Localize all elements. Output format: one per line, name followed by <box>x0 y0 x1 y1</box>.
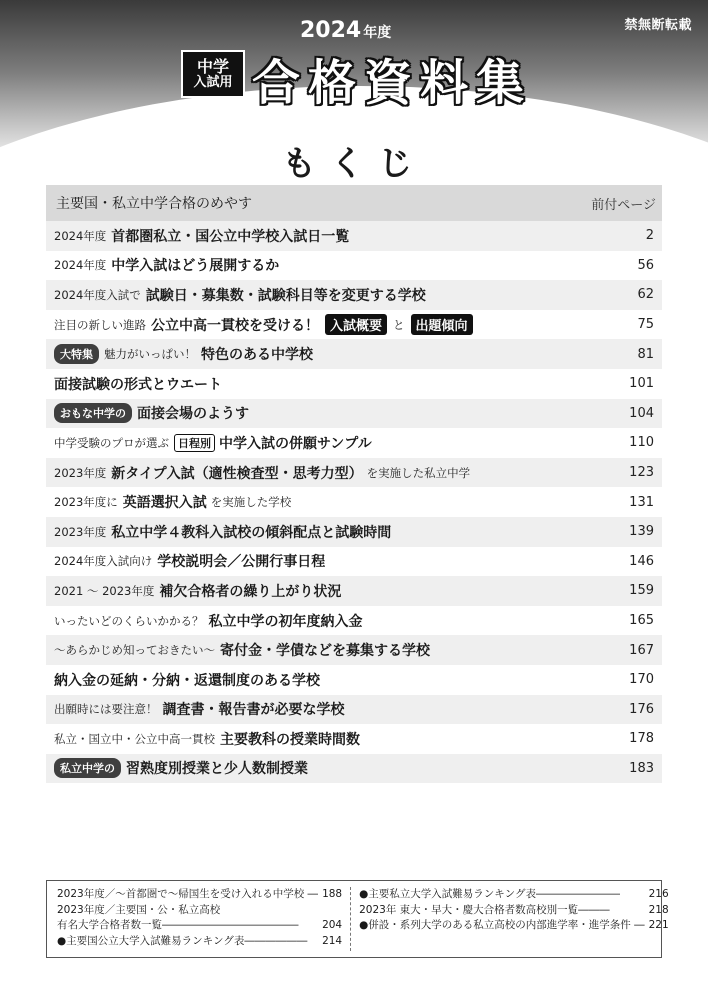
toc-row[interactable] <box>46 665 662 695</box>
toc-row-prefix: 2024年度 <box>54 228 107 243</box>
appendix-left-column <box>57 887 351 951</box>
toc-row-main: 寄付金・学債などを募集する学校 <box>220 643 430 660</box>
appendix-item-page: 216 <box>648 888 669 900</box>
appendix-item-title: 2023年度／～首都圏で～帰国生を受け入れる中学校 ― <box>57 888 319 900</box>
toc-row[interactable] <box>46 606 662 636</box>
toc-row-main: 公立中高一貫校を受ける！ <box>151 317 319 334</box>
toc-row-prefix: 魅力がいっぱい！ <box>104 347 196 362</box>
toc-row-main: 補欠合格者の繰り上がり状況 <box>159 583 342 600</box>
toc-row-suffix: を実施した学校 <box>210 495 292 510</box>
appendix-item[interactable] <box>359 918 669 934</box>
toc-row-title <box>54 699 345 719</box>
toc-row-main: 習熟度別授業と少人数制授業 <box>126 761 308 778</box>
toc-row-prefix: 2024年度入試向け <box>54 554 153 569</box>
toc-row-main: 主要教科の授業時間数 <box>220 731 360 748</box>
toc-row-page: 81 <box>637 346 654 362</box>
toc-row-title <box>54 670 320 690</box>
toc-row-prefix: 出願時には要注意！ <box>54 702 158 717</box>
toc-row-title <box>54 344 313 364</box>
toc-row-main: 私立中学４教科入試校の傾斜配点と試験時間 <box>111 524 392 541</box>
toc-header <box>46 185 662 221</box>
appendix-item-title: ●主要私立大学入試難易ランキング表―――――――― <box>359 888 620 900</box>
copyright-notice: 禁無断転載 <box>624 18 692 33</box>
contents-heading: もくじ <box>282 144 426 184</box>
toc-row-main: 納入金の延納・分納・返還制度のある学校 <box>54 672 320 689</box>
toc-row[interactable] <box>46 754 662 784</box>
appendix-item-title: ●主要国公立大学入試難易ランキング表―――――― <box>57 934 308 947</box>
toc-row-main: 面接試験の形式とウエート <box>54 376 222 393</box>
toc-row-main: 学校説明会／公開行事日程 <box>157 554 326 571</box>
toc-row-page: 176 <box>629 701 654 717</box>
toc-row-prefix: ～あらかじめ知っておきたい～ <box>54 643 215 658</box>
toc-row-main: 特色のある中学校 <box>201 347 313 364</box>
toc-row-title <box>54 255 279 275</box>
toc-row-page: 110 <box>629 435 654 451</box>
toc-row-prefix: 2023年度 <box>54 524 107 539</box>
toc-row[interactable] <box>46 339 662 369</box>
toc-row-title <box>54 463 470 483</box>
toc-row-title <box>54 551 325 571</box>
toc-row-page: 56 <box>637 257 654 273</box>
toc-row-prefix: 2023年度 <box>54 465 107 480</box>
toc-row-box: 入試概要 <box>325 314 387 335</box>
appendix-item[interactable] <box>57 934 342 950</box>
toc-row[interactable] <box>46 280 662 310</box>
toc-row[interactable] <box>46 635 662 665</box>
appendix-item-page: 188 <box>322 888 343 900</box>
toc-row-title <box>54 729 360 749</box>
toc-row-title <box>54 314 473 335</box>
toc-row-main: 面接会場のようす <box>137 406 249 423</box>
toc-row[interactable] <box>46 251 662 281</box>
toc-row-main: 新タイプ入試（適性検査型・思考力型） <box>111 465 363 482</box>
appendix-right-column <box>351 887 669 951</box>
year-suffix: 年度 <box>363 25 392 41</box>
table-of-contents <box>46 185 662 783</box>
toc-row[interactable] <box>46 310 662 340</box>
toc-row-page: 178 <box>629 731 654 747</box>
toc-row-page: 183 <box>629 760 654 776</box>
appendix-box <box>46 880 669 958</box>
toc-row-page: 146 <box>629 553 654 569</box>
toc-row-title <box>54 403 249 423</box>
toc-row-prefix: 注目の新しい進路 <box>54 317 146 332</box>
toc-row-prefix: 2023年度に <box>54 495 118 510</box>
appendix-item-title: 2023年 東大・早大・慶大合格者数高校別一覧――― <box>359 903 610 916</box>
toc-header-page-label: 前付ページ <box>591 197 656 213</box>
appendix-item-title: 2023年度／主要国・公・私立高校 <box>57 903 221 916</box>
toc-row-prefix: 2024年度入試で <box>54 287 141 302</box>
toc-row-page: 2 <box>645 228 654 244</box>
badge-line2: 入試用 <box>193 74 233 90</box>
toc-row[interactable] <box>46 399 662 429</box>
toc-header-title: 主要国・私立中学合格のめやす <box>56 196 252 212</box>
toc-row-main: 中学入試はどう展開するか <box>111 258 280 275</box>
toc-row-page: 104 <box>629 405 654 421</box>
toc-row-prefix: 中学受験のプロが選ぶ <box>54 435 169 450</box>
toc-row-tag: 日程別 <box>174 434 215 452</box>
toc-row-prefix: 2021 ～ 2023年度 <box>54 583 155 598</box>
toc-row[interactable] <box>46 428 662 458</box>
toc-row-title <box>54 522 391 542</box>
toc-row-page: 139 <box>629 524 654 540</box>
appendix-item-title: 有名大学合格者数一覧――――――――――――― <box>57 919 299 931</box>
toc-row-main: 私立中学の初年度納入金 <box>208 613 363 630</box>
appendix-item[interactable] <box>57 887 342 903</box>
feature-pill: おもな中学の <box>54 403 132 423</box>
year-number: 2024 <box>300 18 362 43</box>
appendix-item[interactable] <box>359 887 669 903</box>
toc-row-page: 170 <box>629 672 654 688</box>
toc-row-page: 167 <box>629 642 654 658</box>
toc-row-title <box>54 492 291 512</box>
toc-row-title <box>54 433 372 453</box>
toc-row[interactable] <box>46 695 662 725</box>
toc-row-title <box>54 640 430 660</box>
toc-row-page: 159 <box>629 583 654 599</box>
year-label <box>300 18 391 43</box>
toc-row-suffix: を実施した私立中学 <box>366 465 471 480</box>
exam-badge <box>181 50 245 98</box>
toc-row-page: 62 <box>637 287 654 303</box>
toc-row-prefix: 2024年度 <box>54 258 107 273</box>
toc-row-page: 131 <box>629 494 654 510</box>
toc-row[interactable] <box>46 517 662 547</box>
appendix-item-page: 218 <box>648 903 669 916</box>
toc-row-title <box>54 758 308 778</box>
feature-pill: 大特集 <box>54 344 99 364</box>
appendix-item[interactable] <box>57 918 342 934</box>
appendix-item-page: 204 <box>322 919 343 931</box>
toc-row-main: 英語選択入試 <box>122 495 207 512</box>
toc-row-title <box>54 581 341 601</box>
toc-row-main: 調査書・報告書が必要な学校 <box>162 702 345 719</box>
toc-row-main: 試験日・募集数・試験科目等を変更する学校 <box>145 287 426 304</box>
toc-row-main: 首都圏私立・国公立中学校入試日一覧 <box>111 228 350 245</box>
appendix-item-page: 221 <box>648 919 669 931</box>
toc-row-main: 中学入試の併願サンプル <box>219 435 372 452</box>
toc-row-box: 出題傾向 <box>411 314 473 335</box>
badge-line1: 中学 <box>196 57 229 77</box>
toc-row-page: 123 <box>629 465 654 481</box>
toc-row[interactable] <box>46 724 662 754</box>
toc-row-prefix: いったいどのくらいかかる？ <box>54 613 204 628</box>
appendix-item[interactable] <box>57 903 342 919</box>
book-title: 合格資料集 <box>252 55 533 111</box>
toc-row-prefix: 私立・国立中・公立中高一貫校 <box>54 731 215 746</box>
toc-row-connector: と <box>393 317 405 332</box>
toc-row[interactable] <box>46 487 662 517</box>
toc-row[interactable] <box>46 547 662 577</box>
appendix-item-title: ●併設・系列大学のある私立高校の内部進学率・進学条件 ― <box>359 919 645 931</box>
toc-row-page: 101 <box>629 376 654 392</box>
toc-row-page: 75 <box>637 317 654 333</box>
toc-row[interactable] <box>46 221 662 251</box>
toc-row-title <box>54 611 363 631</box>
feature-pill: 私立中学の <box>54 758 121 778</box>
toc-row-page: 165 <box>629 613 654 629</box>
toc-row-title <box>54 226 349 246</box>
toc-row-title <box>54 374 222 394</box>
appendix-item-page: 214 <box>322 934 343 947</box>
toc-row-title <box>54 285 426 305</box>
toc-row[interactable] <box>46 576 662 606</box>
toc-row[interactable] <box>46 458 662 488</box>
appendix-item[interactable] <box>359 903 669 919</box>
toc-row[interactable] <box>46 369 662 399</box>
